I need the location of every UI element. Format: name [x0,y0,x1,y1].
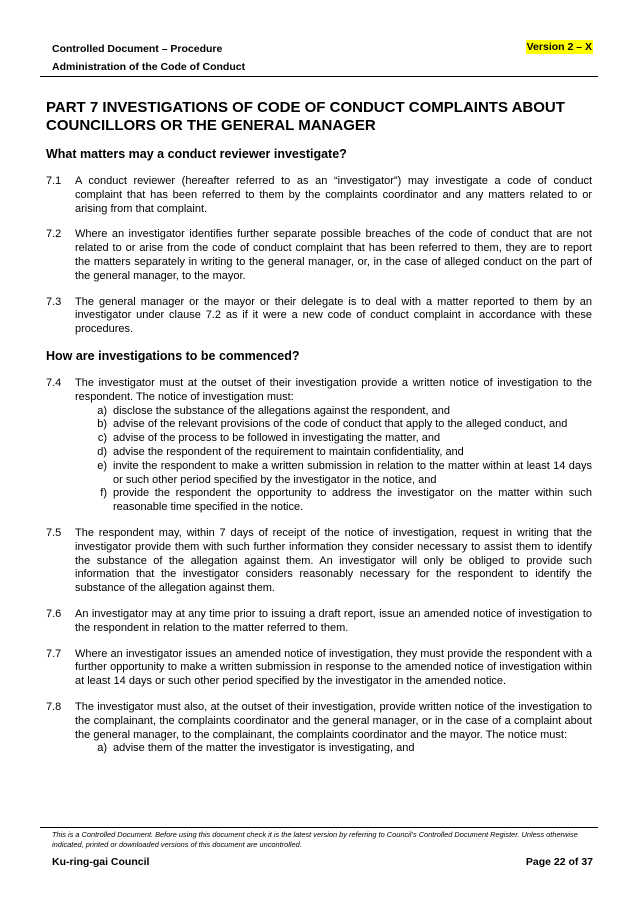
document-title: Administration of the Code of Conduct [52,61,246,73]
clause-text: A conduct reviewer (hereafter referred to as an “investigator”) may investigate a code of conduct complaint that has been referred to them by the complaints coordinator and any matters related to or arising from that complaint. [75,175,592,215]
list-item [93,460,592,488]
clause-7-4 [46,377,592,515]
clause-7-8 [46,701,592,756]
list-item [93,742,592,756]
clause-text: The general manager or the mayor or their delegate is to deal with a matter reported to them by an investigator under clause 7.2 as if it were a new code of conduct complaint in accordance with these procedures. [75,295,592,336]
list-item [93,446,592,460]
list-marker: b) [97,418,107,431]
clause-number: 7.2 [46,228,62,241]
list-item-text: advise of the process to be followed in investigating the matter, and [113,432,441,445]
clause-number: 7.8 [46,700,62,713]
clause-text: The investigator must also, at the outset of their investigation, provide written notice of the investigation to the complainant, the complaints coordinator and the general manager, or in the case of a complaint about the general manager, to the complainant, the complaints coordinator and the mayor. The notice must: [75,700,592,741]
organisation-name: Ku-ring-gai Council [52,856,150,868]
clause-text: Where an investigator issues an amended notice of investigation, they must provide the respondent with a further opportunity to make a written submission in response to the amended notice of investigation within at least 14 days or such other period specified by the investigator in the amended notice. [75,647,592,688]
clause-number: 7.5 [46,526,62,539]
clause-7-1 [46,175,592,216]
footer-divider [40,827,598,828]
clause-7-7 [46,648,592,689]
part-title: PART 7 INVESTIGATIONS OF CODE OF CONDUCT COMPLAINTS ABOUT COUNCILLORS OR THE GENERAL MANAGER [46,99,565,134]
list-item [93,487,592,515]
list-item-text: provide the respondent the opportunity to address the investigator on the matter within such reasonable time specified in the notice. [113,487,592,514]
list-item-text: invite the respondent to make a written submission in relation to the matter within at least 14 days or such other period specified by the investigator in the notice, and [113,459,592,486]
clause-text: The investigator must at the outset of their investigation provide a written notice of investigation to the respondent. The notice of investigation must: [75,376,592,403]
list-marker: e) [97,459,107,472]
clause-number: 7.1 [46,175,62,187]
list-item [93,418,592,432]
list-item-text: disclose the substance of the allegations against the respondent, and [113,404,450,417]
list-item [93,405,592,419]
clause-sublist [93,742,592,756]
list-item-text: advise of the relevant provisions of the code of conduct that apply to the alleged conduct, and [113,418,568,431]
section-heading: What matters may a conduct reviewer investigate? [46,147,347,161]
footer-disclaimer: This is a Controlled Document. Before using this document check it is the latest version by referring to Council’s Controlled Document Register. Unless otherwise indicated, printed or downloaded versions of this document are uncontrolled. [52,830,578,849]
list-marker: a) [97,404,107,417]
clause-sublist [93,405,592,515]
clause-7-6 [46,608,592,636]
list-marker: d) [97,445,107,458]
clause-number: 7.7 [46,647,62,660]
list-marker: f) [100,487,107,500]
section-heading: How are investigations to be commenced? [46,348,300,363]
clause-text: An investigator may at any time prior to issuing a draft report, issue an amended notice of investigation to the respondent in relation to the matter referred to them. [75,607,592,634]
list-marker: c) [97,432,107,445]
clause-number: 7.3 [46,295,62,308]
clause-text: The respondent may, within 7 days of receipt of the notice of investigation, request in writing that the investigator provide them with such further information they consider necessary to assist them to identify the substance of the allegation against them. An investigator will only be obliged to provide such information that the investigator considers reasonably necessary for the respondent to identify the substance of the allegation against them. [75,526,592,595]
header-divider [40,76,598,77]
list-item-text: advise them of the matter the investigator is investigating, and [113,742,415,755]
clause-7-3 [46,296,592,337]
list-item-text: advise the respondent of the requirement to maintain confidentiality, and [113,445,464,458]
list-marker: a) [97,742,107,755]
version-label: Version 2 – X [526,41,592,53]
clause-7-2 [46,228,592,283]
clause-number: 7.4 [46,376,62,389]
document-type: Controlled Document – Procedure [52,43,223,55]
document-body [46,99,592,768]
clause-text: Where an investigator identifies further separate possible breaches of the code of conduct that are not related to or arise from the code of conduct complaint that has been referred to them, they are to report the matters separately in writing to the general manager, or, in the case of alleged conduct on the part of the general manager, to the mayor. [75,228,592,282]
list-item [93,432,592,446]
clause-7-5 [46,527,592,596]
page-number: Page 22 of 37 [525,856,593,868]
clause-number: 7.6 [46,607,62,620]
